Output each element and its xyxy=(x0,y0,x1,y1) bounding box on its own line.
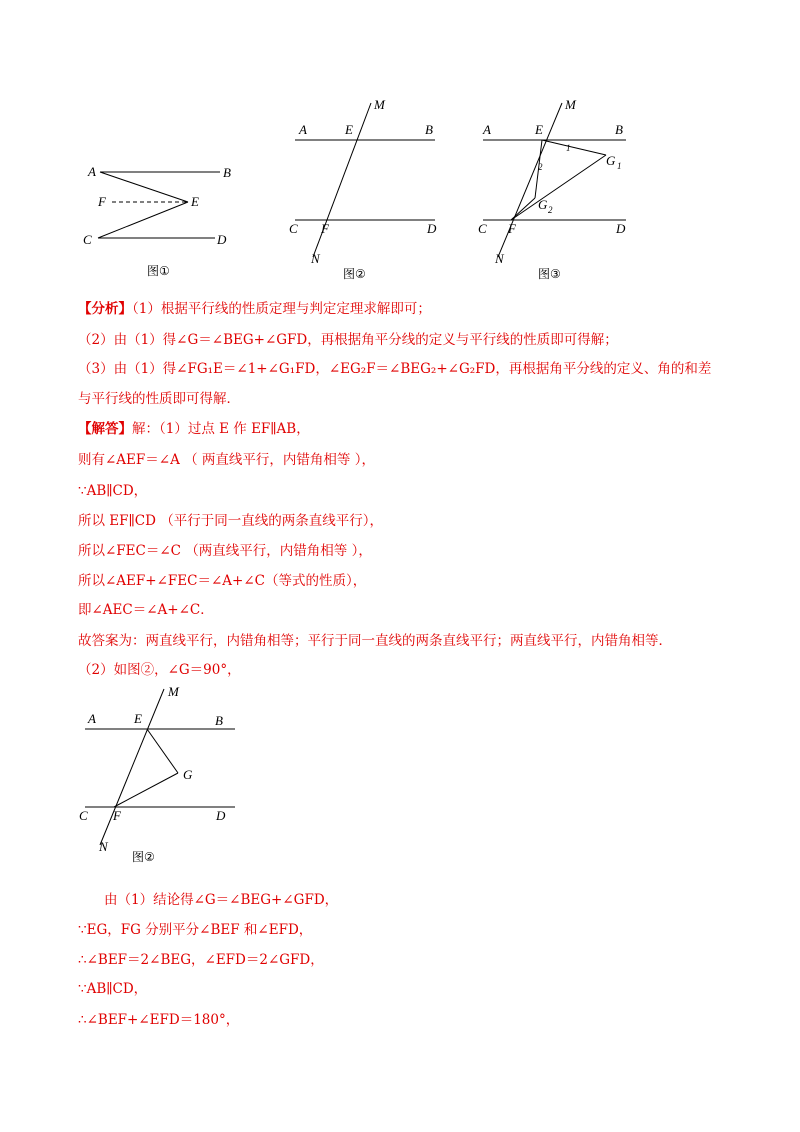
fig2b-label-f: F xyxy=(113,808,121,823)
analysis-line-1 xyxy=(78,300,431,318)
fig2b-label-m: M xyxy=(168,684,179,699)
fig3-label-g1-sub: 1 xyxy=(617,161,622,171)
fig3-label-angle-2: 2 xyxy=(538,162,543,172)
fig1-label-f: F xyxy=(98,194,106,209)
fig3-label-c: C xyxy=(478,221,487,236)
solution-line-11: ∵EG，FG 分别平分∠BEF 和∠EFD， xyxy=(78,922,313,938)
fig2b-label-c: C xyxy=(79,808,88,823)
fig1-label-a: A xyxy=(88,164,96,179)
fig2-label-f: F xyxy=(321,221,329,236)
solution-heading: 【解答】 xyxy=(78,421,132,437)
fig1-caption: 图① xyxy=(147,264,170,278)
fig2b-label-g: G xyxy=(183,767,193,782)
fig3-label-a: A xyxy=(483,122,491,137)
figure-2-bottom xyxy=(75,683,250,868)
solution-line-2: 则有∠AEF＝∠A （ 两直线平行，内错角相等 ）， xyxy=(78,452,375,468)
fig2-label-b: B xyxy=(425,122,433,137)
fig3-label-g1: G xyxy=(606,153,616,168)
solution-line-9: （2）如图②，∠G＝90°， xyxy=(78,662,241,678)
solution-line-1 xyxy=(78,420,310,438)
fig2b-label-b: B xyxy=(215,713,223,728)
fig2b-label-d: D xyxy=(216,808,226,823)
fig1-label-e: E xyxy=(191,194,199,209)
fig3-label-angle-1: 1 xyxy=(566,143,571,153)
figure-3 xyxy=(478,95,638,285)
solution-line-10: 由（1）结论得∠G＝∠BEG+∠GFD， xyxy=(104,892,339,908)
solution-line-12: ∴∠BEF＝2∠BEG，∠EFD＝2∠GFD， xyxy=(78,952,324,968)
solution-line-14: ∴∠BEF+∠EFD＝180°， xyxy=(78,1012,240,1028)
fig3-label-g2-sub: 2 xyxy=(548,205,553,215)
fig2-label-n: N xyxy=(311,251,320,266)
solution-line-6: 所以∠AEF+∠FEC＝∠A+∠C（等式的性质）， xyxy=(78,573,367,589)
fig2-caption: 图② xyxy=(343,267,366,281)
fig1-label-c: C xyxy=(83,232,92,247)
fig2b-caption: 图② xyxy=(132,850,155,864)
analysis-line-4: 与平行线的性质即可得解． xyxy=(78,391,240,407)
analysis-heading: 【分析】 xyxy=(78,301,132,317)
analysis-line-3: （3）由（1）得∠FG₁E＝∠1+∠G₁FD，∠EG₂F＝∠BEG₂+∠G₂FD，再根据角平分线的定义、角的和差 xyxy=(78,361,712,377)
fig2-label-d: D xyxy=(427,221,437,236)
solution-line-8: 故答案为：两直线平行，内错角相等；平行于同一直线的两条直线平行；两直线平行，内错角相等． xyxy=(78,633,672,649)
fig3-label-e: E xyxy=(535,122,543,137)
solution-line-13: ∵AB∥CD， xyxy=(78,981,148,997)
solution-line-3: ∵AB∥CD， xyxy=(78,483,148,499)
figure-1 xyxy=(80,160,250,285)
fig3-label-n: N xyxy=(495,251,504,266)
fig3-label-g2: G xyxy=(538,197,548,212)
fig3-label-b: B xyxy=(615,122,623,137)
fig2-label-a: A xyxy=(299,122,307,137)
fig1-label-b: B xyxy=(223,165,231,180)
fig2b-label-e: E xyxy=(134,711,142,726)
fig2b-label-n: N xyxy=(99,839,108,854)
fig2b-label-a: A xyxy=(88,711,96,726)
fig3-label-f: F xyxy=(508,221,516,236)
fig1-label-d: D xyxy=(217,232,227,247)
fig2-label-e: E xyxy=(345,122,353,137)
figure-2-top xyxy=(285,95,445,285)
solution-text-1: 解：（1）过点 E 作 EF∥AB， xyxy=(132,421,310,437)
solution-line-5: 所以∠FEC＝∠C （两直线平行，内错角相等 ）， xyxy=(78,543,372,559)
analysis-line-2: （2）由（1）得∠G＝∠BEG+∠GFD，再根据角平分线的定义与平行线的性质即可得解； xyxy=(78,332,618,348)
fig3-caption: 图③ xyxy=(538,267,561,281)
fig2-label-c: C xyxy=(289,221,298,236)
solution-line-7: 即∠AEC＝∠A+∠C． xyxy=(78,602,214,618)
solution-line-4: 所以 EF∥CD （平行于同一直线的两条直线平行）， xyxy=(78,513,383,529)
fig3-label-m: M xyxy=(565,97,576,112)
analysis-text-1: （1）根据平行线的性质定理与判定定理求解即可； xyxy=(132,301,431,317)
fig3-label-d: D xyxy=(616,221,626,236)
fig2-label-m: M xyxy=(374,97,385,112)
